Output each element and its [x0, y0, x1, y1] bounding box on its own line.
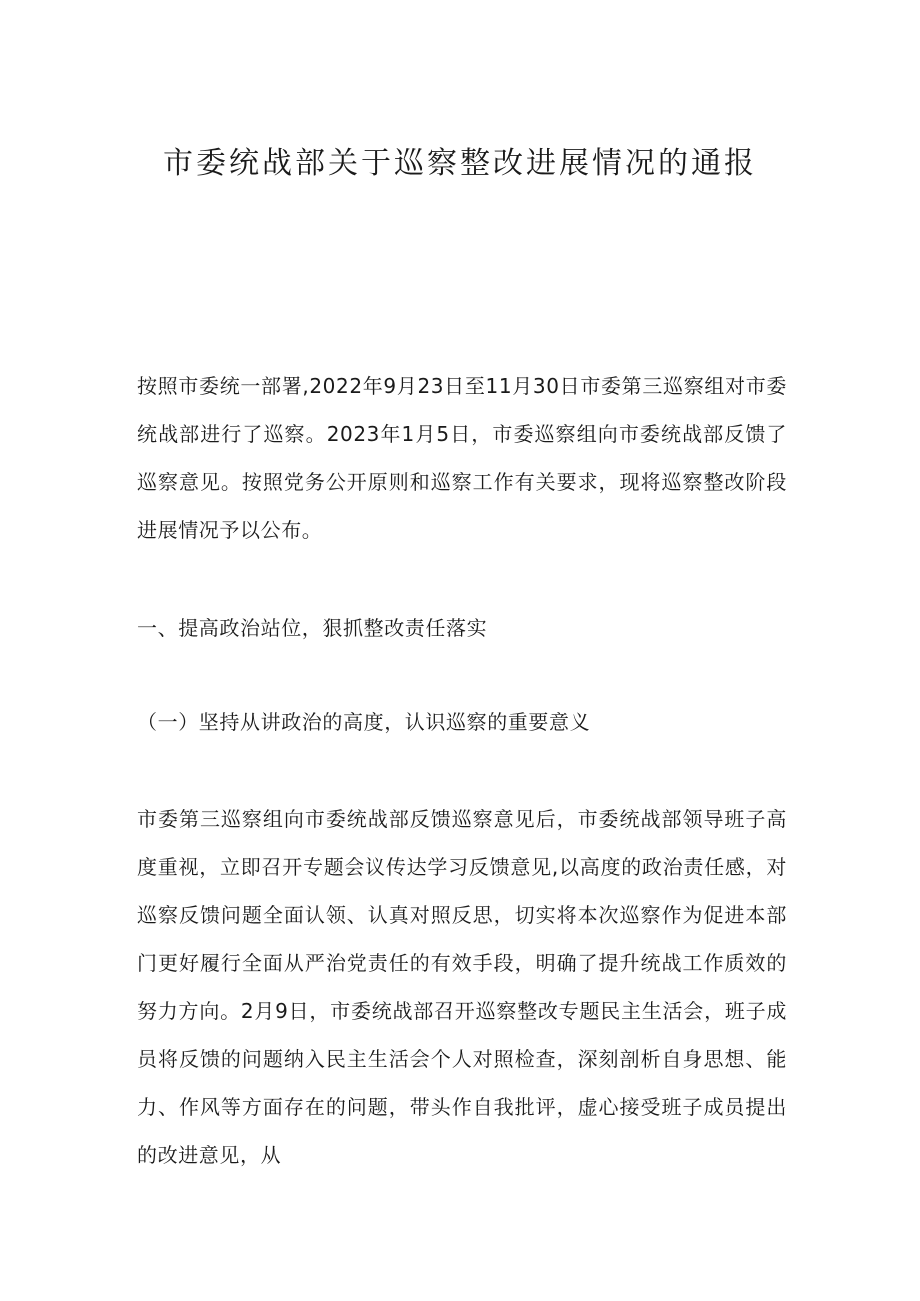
body-paragraph: 市委第三巡察组向市委统战部反馈巡察意见后，市委统战部领导班子高度重视，立即召开专题会议传达学习反馈意见,以高度的政治责任感，对巡察反馈问题全面认领、认真对照反思，切实将本次巡察作为促进本部门更好履行全面从严治党责任的有效手段，明确了提升统战工作质效的努力方向。2月9日，市委统战部召开巡察整改专题民主生活会，班子成员将反馈的问题纳入民主生活会个人对照检查，深刻剖析自身思想、能力、作风等方面存在的问题，带头作自我批评，虚心接受班子成员提出的改进意见，从 [137, 807, 787, 1167]
intro-paragraph: 按照市委统一部署,2022年9月23日至11月30日市委第三巡察组对市委统战部进行了巡察。2023年1月5日，市委巡察组向市委统战部反馈了巡察意见。按照党务公开原则和巡察工作有关要求，现将巡察整改阶段进展情况予以公布。 [137, 374, 787, 542]
subsection-heading-1-1: （一）坚持从讲政治的高度，认识巡察的重要意义 [137, 710, 591, 734]
section-heading-1: 一、提高政治站位，狠抓整改责任落实 [137, 616, 488, 640]
document-title: 市委统战部关于巡察整改进展情况的通报 [163, 146, 757, 181]
